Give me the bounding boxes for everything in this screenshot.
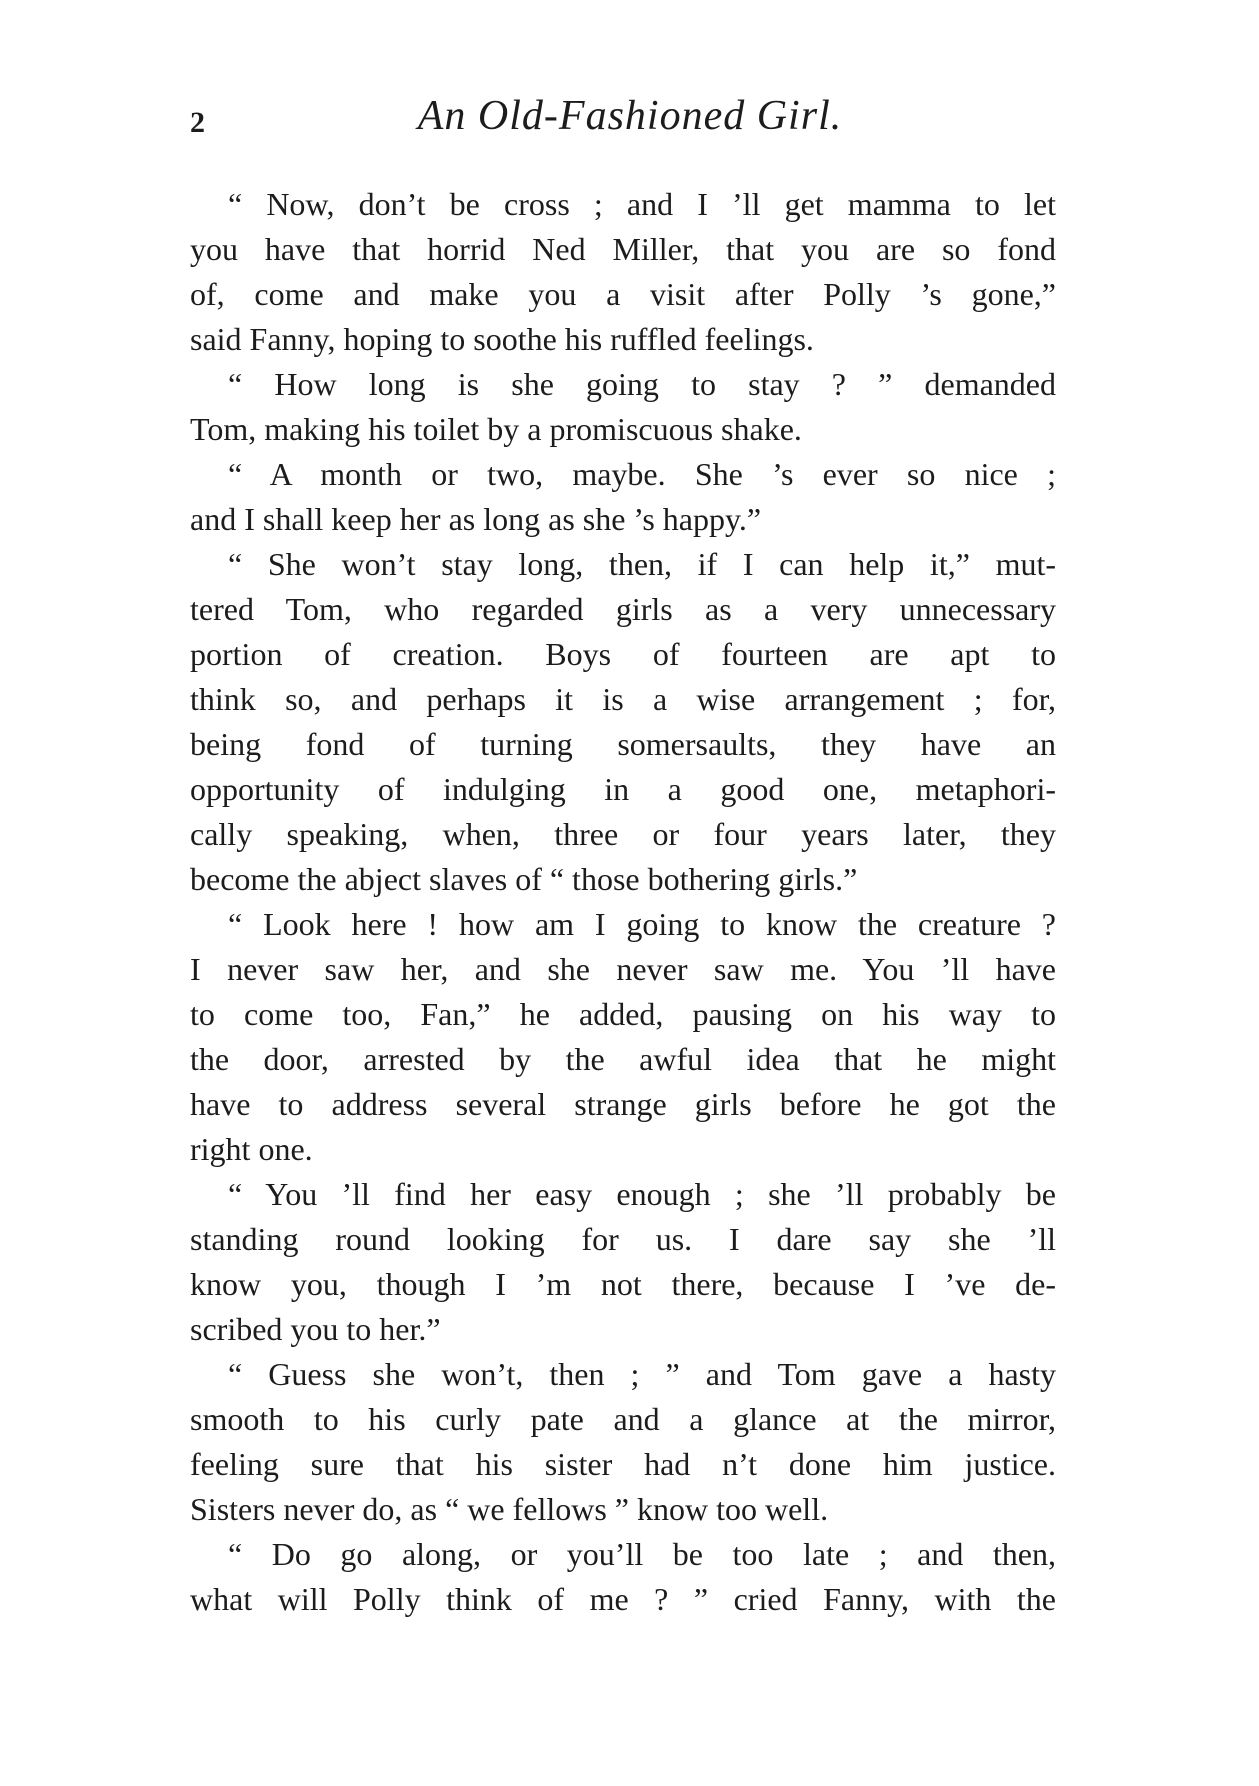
text-line: being fond of turning somersaults, they have an <box>190 726 1056 762</box>
body-text <box>190 182 1056 1622</box>
text-line: “ She won’t stay long, then, if I can help it,” mut- <box>228 546 1056 582</box>
text-line: portion of creation. Boys of fourteen are apt to <box>190 636 1056 672</box>
text-line: “ How long is she going to stay ? ” demanded <box>228 366 1056 402</box>
text-line: know you, though I ’m not there, because I ’ve de- <box>190 1266 1056 1302</box>
text-line: “ You ’ll find her easy enough ; she ’ll probably be <box>228 1176 1056 1212</box>
text-line: standing round looking for us. I dare say she ’ll <box>190 1221 1056 1257</box>
text-line: smooth to his curly pate and a glance at the mirror, <box>190 1401 1056 1437</box>
text-line: the door, arrested by the awful idea that he might <box>190 1041 1056 1077</box>
text-line: “ Do go along, or you’ll be too late ; and then, <box>228 1536 1056 1572</box>
text-line: cally speaking, when, three or four years later, they <box>190 816 1056 852</box>
text-line: to come too, Fan,” he added, pausing on his way to <box>190 996 1056 1032</box>
text-line: I never saw her, and she never saw me. You ’ll have <box>190 951 1056 987</box>
text-line: Sisters never do, as “ we fellows ” know too well. <box>190 1491 829 1527</box>
text-line: you have that horrid Ned Miller, that you are so fond <box>190 231 1056 267</box>
text-line: tered Tom, who regarded girls as a very unnecessary <box>190 591 1056 627</box>
page-number: 2 <box>190 106 205 139</box>
text-line: become the abject slaves of “ those bothering girls.” <box>190 861 858 897</box>
text-line: feeling sure that his sister had n’t done him justice. <box>190 1446 1056 1482</box>
text-line: what will Polly think of me ? ” cried Fanny, with the <box>190 1581 1056 1617</box>
text-line: right one. <box>190 1131 313 1167</box>
text-line: “ Now, don’t be cross ; and I ’ll get mamma to let <box>228 186 1056 222</box>
text-line: “ Guess she won’t, then ; ” and Tom gave a hasty <box>228 1356 1056 1392</box>
text-line: have to address several strange girls before he got the <box>190 1086 1056 1122</box>
text-line: and I shall keep her as long as she ’s happy.” <box>190 501 762 537</box>
text-line: opportunity of indulging in a good one, metaphori- <box>190 771 1056 807</box>
running-head <box>190 92 1070 152</box>
text-line: think so, and perhaps it is a wise arrangement ; for, <box>190 681 1056 717</box>
text-line: of, come and make you a visit after Polly ’s gone,” <box>190 276 1056 312</box>
text-line: scribed you to her.” <box>190 1311 441 1347</box>
text-line: said Fanny, hoping to soothe his ruffled feelings. <box>190 321 814 357</box>
text-line: “ A month or two, maybe. She ’s ever so nice ; <box>228 456 1056 492</box>
text-line: Tom, making his toilet by a promiscuous shake. <box>190 411 802 447</box>
text-line: “ Look here ! how am I going to know the creature ? <box>228 906 1056 942</box>
running-title: An Old-Fashioned Girl. <box>417 93 843 139</box>
